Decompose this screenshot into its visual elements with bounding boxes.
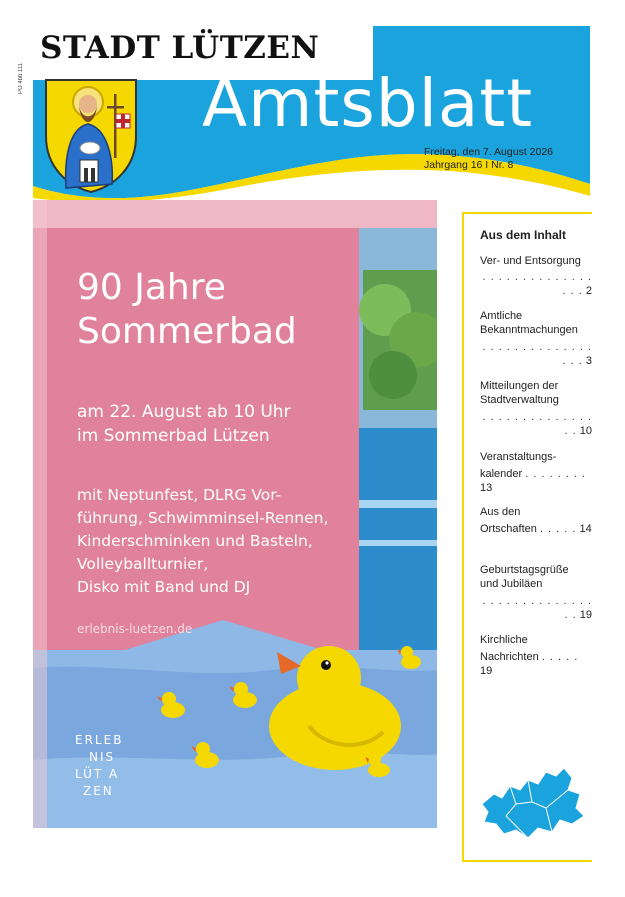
poster-description-line: Disko mit Band und DJ (77, 578, 251, 596)
toc-item-label: Nachrichten (480, 651, 539, 663)
toc-page-number: 2 (585, 285, 592, 297)
toc-item-label: Bekanntmachungen (480, 324, 578, 336)
toc-page-number: 10 (579, 425, 592, 437)
toc-page-number: 3 (585, 355, 592, 367)
poster-date (77, 400, 291, 448)
toc-dots: . . . . . . . . . . . . . . . . . (482, 271, 592, 297)
poster-description-line: Kinderschminken und Basteln, (77, 532, 313, 550)
toc-item-label: und Jubiläen (480, 578, 543, 590)
toc-page-number: 19 (579, 609, 592, 621)
logo-line: LÜT A (75, 767, 120, 781)
toc-dots: . . . . . . . . . . . . . . . . (482, 595, 592, 621)
toc-item-label: Geburtstagsgrüße (480, 564, 569, 576)
poster-date-line: im Sommerbad Lützen (77, 426, 270, 446)
toc-dots: . . . . . . . . . . . . . . . . (482, 411, 592, 437)
toc-item[interactable] (480, 379, 592, 438)
city-name: STADT LÜTZEN (40, 30, 320, 66)
coat-of-arms-icon (42, 76, 140, 194)
logo-line: NIS (89, 750, 116, 764)
toc-item-label: Ortschaften (480, 523, 537, 535)
toc-dots: . . . . . (539, 523, 577, 535)
toc-item-label: Veranstaltungs- (480, 451, 557, 463)
issue-volume: Jahrgang 16 I Nr. 8 (424, 159, 514, 171)
poster-headline-line: 90 Jahre (77, 267, 226, 308)
toc-item[interactable] (480, 450, 592, 495)
toc-item-label: Kirchliche (480, 634, 528, 646)
toc-item-label: Amtliche (480, 310, 523, 322)
erlebnis-luetzen-logo (75, 732, 123, 800)
publication-title: Amtsblatt (202, 65, 534, 142)
poster-headline (77, 266, 297, 354)
poster-website: erlebnis-luetzen.de (77, 622, 193, 636)
toc-page-number: 14 (579, 523, 592, 535)
municipality-map-icon (476, 764, 588, 842)
poster-description (77, 484, 367, 599)
toc-page-number: 13 (480, 482, 493, 494)
logo-line: ERLEB (75, 733, 124, 747)
issue-date: Freitag, den 7. August 2026 (424, 146, 554, 158)
toc-heading: Aus dem Inhalt (480, 228, 567, 242)
toc-dots: . . . . . (541, 651, 579, 663)
toc-dots: . . . . . . . . (525, 468, 587, 480)
toc-item-label: Ver- und Entsorgung (480, 255, 581, 267)
poster-description-line: Volleyballturnier, (77, 555, 209, 573)
toc-item-label: Mitteilungen der (480, 380, 559, 392)
poster-date-line: am 22. August ab 10 Uhr (77, 402, 291, 422)
toc-item-label: kalender (480, 468, 523, 480)
toc-item[interactable] (480, 309, 592, 368)
poster-description-line: führung, Schwimminsel-Rennen, (77, 509, 329, 527)
toc-item[interactable] (480, 633, 592, 678)
toc-item[interactable] (480, 505, 592, 536)
event-poster (33, 200, 437, 828)
toc-item[interactable] (480, 254, 592, 298)
toc-item[interactable] (480, 563, 592, 622)
side-print-mark: PO 4bb 111 (18, 62, 24, 94)
poster-description-line: mit Neptunfest, DLRG Vor- (77, 486, 282, 504)
logo-line: ZEN (83, 784, 114, 798)
toc-item-label: Stadtverwaltung (480, 394, 559, 406)
toc-dots: . . . . . . . . . . . . . . . . . (482, 341, 592, 367)
toc-page-number: 19 (480, 665, 493, 677)
toc-item-label: Aus den (480, 506, 521, 518)
poster-headline-line: Sommerbad (77, 311, 297, 352)
